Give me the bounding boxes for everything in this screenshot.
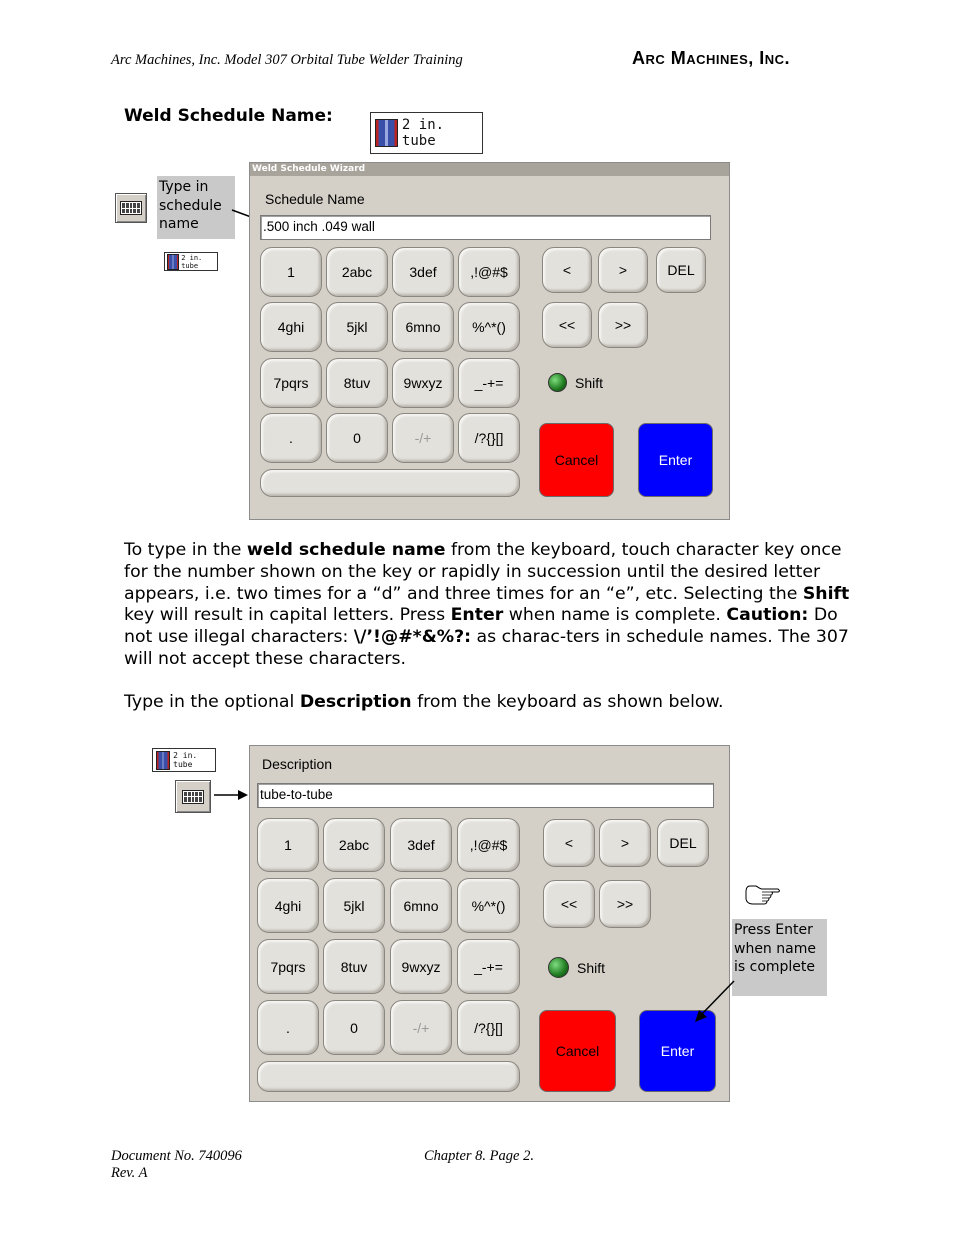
key-8tuv[interactable]: 8tuv [323, 939, 385, 994]
shift-toggle[interactable] [548, 373, 603, 392]
key-symbols-4[interactable]: /?{}[] [458, 413, 520, 463]
key-9wxyz[interactable]: 9wxyz [392, 358, 454, 408]
key-symbols-3[interactable]: _-+= [457, 939, 520, 994]
key-left[interactable]: < [543, 819, 595, 867]
key-left[interactable]: < [542, 247, 592, 293]
weld-schedule-wizard-panel [249, 162, 730, 520]
header-company: Arc Machines, Inc. [632, 48, 791, 68]
shift-toggle[interactable] [548, 957, 605, 978]
window-title: Weld Schedule Wizard [250, 163, 729, 176]
footer-page: Chapter 8. Page 2. [424, 1148, 534, 1164]
key-end[interactable]: >> [599, 880, 651, 928]
key-6mno[interactable]: 6mno [390, 878, 452, 933]
key-7pqrs[interactable]: 7pqrs [257, 939, 319, 994]
description-input[interactable]: tube-to-tube [257, 783, 714, 808]
key-4ghi[interactable]: 4ghi [257, 878, 319, 933]
key-space[interactable] [257, 1061, 520, 1092]
schedule-name-label: Schedule Name [265, 191, 365, 207]
key-6mno[interactable]: 6mno [392, 302, 454, 352]
tube-schedule-button[interactable] [370, 112, 483, 154]
enter-button[interactable]: Enter [639, 1010, 716, 1092]
key-right[interactable]: > [599, 819, 651, 867]
tube-button-label: 2 in. tube [173, 751, 198, 769]
tube-schedule-button-small[interactable] [152, 748, 216, 772]
shift-label: Shift [577, 959, 606, 976]
callout-arrow [690, 978, 740, 1028]
tube-icon [156, 751, 170, 770]
key-symbols-2[interactable]: %^*() [457, 878, 520, 933]
key-period[interactable]: . [260, 413, 322, 463]
key-2abc[interactable]: 2abc [326, 247, 388, 297]
key-del[interactable]: DEL [656, 247, 706, 293]
shift-label: Shift [575, 374, 604, 391]
description-paragraph: Type in the optional Description from the keyboard as shown below. [124, 692, 724, 712]
key-4ghi[interactable]: 4ghi [260, 302, 322, 352]
key-period[interactable]: . [257, 1000, 319, 1055]
key-symbols-1[interactable]: ,!@#$ [457, 818, 520, 872]
cancel-button[interactable]: Cancel [539, 1010, 616, 1092]
key-5jkl[interactable]: 5jkl [323, 878, 385, 933]
key-5jkl[interactable]: 5jkl [326, 302, 388, 352]
key-9wxyz[interactable]: 9wxyz [390, 939, 452, 994]
key-1[interactable]: 1 [260, 247, 322, 297]
key-del[interactable]: DEL [657, 819, 709, 867]
key-3def[interactable]: 3def [392, 247, 454, 297]
pointer-arrow [212, 786, 252, 806]
tube-button-label: 2 in. tube [401, 117, 445, 149]
key-0[interactable]: 0 [326, 413, 388, 463]
description-label: Description [262, 756, 333, 772]
shift-led-icon [548, 373, 567, 392]
key-1[interactable]: 1 [257, 818, 319, 872]
keyboard-icon[interactable] [115, 193, 147, 223]
header-left: Arc Machines, Inc. Model 307 Orbital Tube Welder Training [111, 52, 463, 68]
key-0[interactable]: 0 [323, 1000, 385, 1055]
key-symbols-1[interactable]: ,!@#$ [458, 247, 520, 297]
footer-document-info [111, 1148, 242, 1182]
key-right[interactable]: > [598, 247, 648, 293]
tube-button-label: 2 in. tube [181, 253, 203, 270]
key-plus-minus[interactable]: -/+ [390, 1000, 452, 1055]
pointing-hand-icon [744, 880, 780, 906]
keyboard-icon[interactable] [175, 780, 211, 813]
revision: Rev. A [111, 1165, 148, 1181]
tube-icon [167, 254, 179, 270]
tube-icon [375, 119, 398, 147]
key-home[interactable]: << [543, 880, 595, 928]
key-symbols-4[interactable]: /?{}[] [457, 1000, 520, 1055]
cancel-button[interactable]: Cancel [539, 423, 614, 497]
key-end[interactable]: >> [598, 302, 648, 348]
key-7pqrs[interactable]: 7pqrs [260, 358, 322, 408]
instructions-paragraph: To type in the weld schedule name from the keyboard, touch character key once for the number shown on the key or rapidly in succession until the desired letter appears, i.e. two times for a “d” and three times for an “e”, etc. Selecting the Shift key will result in capital letters. Press Enter when name is complete. Caution: Do not use illegal characters: \/’!@#*&%?: as charac-ters in schedule names. The 307 will not accept these characters. [124, 540, 850, 669]
document-number: Document No. 740096 [111, 1148, 242, 1164]
callout-type-schedule-name: Type in schedule name [157, 176, 235, 239]
callout-press-enter: Press Enter when name is complete [732, 919, 827, 996]
key-3def[interactable]: 3def [390, 818, 452, 872]
enter-button[interactable]: Enter [638, 423, 713, 497]
key-symbols-3[interactable]: _-+= [458, 358, 520, 408]
tube-schedule-button-small[interactable] [164, 252, 218, 271]
key-2abc[interactable]: 2abc [323, 818, 385, 872]
key-space[interactable] [260, 469, 520, 497]
schedule-name-input[interactable]: .500 inch .049 wall [260, 215, 711, 240]
section-title: Weld Schedule Name: [124, 106, 333, 126]
key-home[interactable]: << [542, 302, 592, 348]
description-panel [249, 745, 730, 1102]
key-symbols-2[interactable]: %^*() [458, 302, 520, 352]
key-8tuv[interactable]: 8tuv [326, 358, 388, 408]
key-plus-minus[interactable]: -/+ [392, 413, 454, 463]
shift-led-icon [548, 957, 569, 978]
